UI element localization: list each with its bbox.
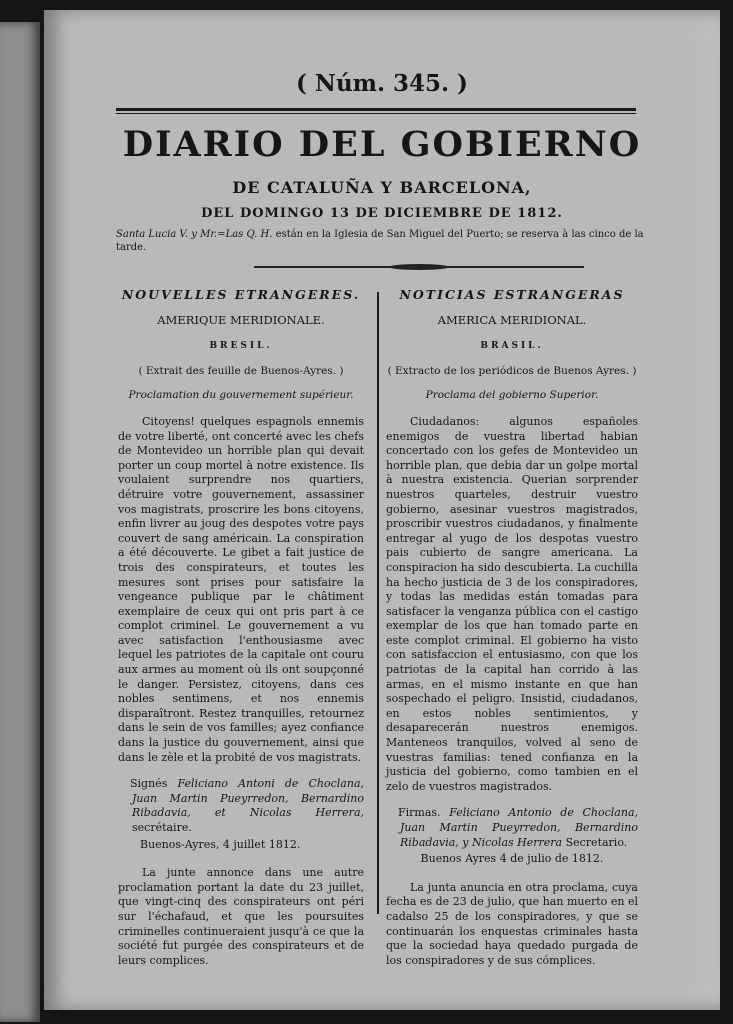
left-body: Citoyens! quelques espagnols ennemis de votre liberté, ont concerté avec les chefs de Montevideo un horrible plan qui devait porter un coup mortel à notre existence. Ils voulaient surprendre nos quartiers, détruire votre gouvernement, assassiner vos magistrats, proscrire les bons citoyens, enfin livrer au joug des despotes votre pays couvert de sang américain. La conspiration a été découverte. Le gibet a fait justice de trois des conspirateurs, et toutes les mesures sont prises pour satisfaire la vengeance publique par le châtiment exemplaire de ceux qui ont pris part à ce complot criminel. Le gouvernement a vu avec satisfaction l'enthousiasme avec lequel les patriotes de la capitale ont couru aux armes au moment où ils ont soupçonné le danger. Persistez, citoyens, dans ces nobles sentimens, et nos ennemis disparaîtront. Restez tranquilles, retournez dans le sein de vos familles; ayez confiance dans la justice du gouvernement, ainsi que dans le zèle et la probité de vos magistrats. xyxy=(118,414,364,764)
ornamental-rule xyxy=(254,264,584,270)
left-extract: ( Extrait des feuille de Buenos-Ayres. ) xyxy=(138,364,344,377)
saints-notice-text: están en la Iglesia de San Miguel del Puerto; se reserva à las cinco de la tarde. xyxy=(116,229,644,253)
right-column-spanish xyxy=(386,288,638,980)
saints-notice-italic: Santa Lucia V. y Mr.=Las Q. H. xyxy=(116,229,273,240)
issue-date: DEL DOMINGO 13 DE DICIEMBRE DE 1812. xyxy=(201,206,563,221)
right-proclamation-title: Proclama del gobierno Superior. xyxy=(425,389,599,402)
saints-notice xyxy=(116,228,646,254)
right-place-date: Buenos Ayres 4 de julio de 1812. xyxy=(420,852,604,866)
left-closing: La junte annonce dans une autre proclamation portant la date du 23 juillet, que vingt-cinq des conspirateurs ont péri sur l'échafaud, et que les poursuites criminelles continueraient jusqu'à ce que la société fut purgée des conspirateurs et de leurs complices. xyxy=(118,866,364,967)
right-extract: ( Extracto de los periódicos de Buenos Ayres. ) xyxy=(387,364,637,377)
left-country: BRESIL. xyxy=(209,341,273,352)
column-divider xyxy=(377,292,379,914)
masthead-subtitle: DE CATALUÑA Y BARCELONA, xyxy=(232,178,532,197)
left-column-french xyxy=(118,288,364,980)
left-place-date: Buenos-Ayres, 4 juillet 1812. xyxy=(140,837,301,851)
left-region: AMERIQUE MERIDIONALE. xyxy=(157,312,325,327)
right-region: AMERICA MERIDIONAL. xyxy=(437,312,587,327)
left-signatures xyxy=(118,777,364,835)
left-signed-label: Signés xyxy=(130,777,168,791)
left-heading: NOUVELLES ETRANGERES. xyxy=(121,287,361,302)
newspaper-page xyxy=(44,10,720,1010)
right-signed-names: Feliciano Antonio de Choclana, Juan Martin Pueyrredon, Bernardino Ribadavia, y Nicolas Herrera xyxy=(400,806,639,849)
right-signatures xyxy=(386,806,638,850)
facing-page-edge xyxy=(0,22,40,1022)
right-body: Ciudadanos: algunos españoles enemigos de vuestra libertad habian concertado con los gefes de Montevideo un horrible plan, que debia dar un golpe mortal à nuestra existencia. Querian sorprender nuestros quarteles, destruir vuestro gobierno, asesinar vuestros magistrados, proscribir vuestros ciudadanos, y finalmente entregar al yugo de los despotas vuestro pais cubierto de sangre americana. La conspiracion ha sido descubierta. La cuchilla ha hecho justicia de 3 de los conspiradores, y todas las medidas están tomadas para satisfacer la venganza pública con el castigo exemplar de los que han tomado parte en este complot criminal. El gobierno ha visto con satisfaccion el entusiasmo, con que los patriotas de la capital han corrido à las armas, en el mismo instante en que han sospechado el peligro. Insistid, ciudadanos, en estos nobles sentimientos, y desaparecerán nuestros enemigos. Manteneos tranquilos, volved al seno de vuestras familias: tened confianza en la justicia del gobierno, como tambien en el zelo de vuestros magistrados. xyxy=(386,414,638,793)
top-rule xyxy=(116,108,636,111)
right-heading: NOTICIAS ESTRANGERAS xyxy=(399,287,625,302)
left-signed-names: Feliciano Antoni de Choclana, Juan Martin Pueyrredon, Bernardino Ribadavia, et Nicolas Herrera, xyxy=(132,777,364,820)
right-signed-role: Secretario. xyxy=(565,835,628,849)
right-signed-label: Firmas. xyxy=(398,806,441,820)
left-proclamation-title: Proclamation du gouvernement supérieur. xyxy=(128,389,354,402)
masthead-title: DIARIO DEL GOBIERNO xyxy=(122,124,642,165)
right-country: BRASIL. xyxy=(480,341,544,352)
issue-number: ( Núm. 345. ) xyxy=(296,70,468,97)
left-signed-role: secrétaire. xyxy=(132,821,192,834)
right-closing: La junta anuncia en otra proclama, cuya fecha es de 23 de julio, que han muerto en el cadalso 25 de los conspiradores, y que se continuarán los enquestas criminales hasta que la sociedad haya quedado purgada de los conspiradores y de sus cómplices. xyxy=(386,880,638,967)
top-rule-thin xyxy=(116,113,636,114)
